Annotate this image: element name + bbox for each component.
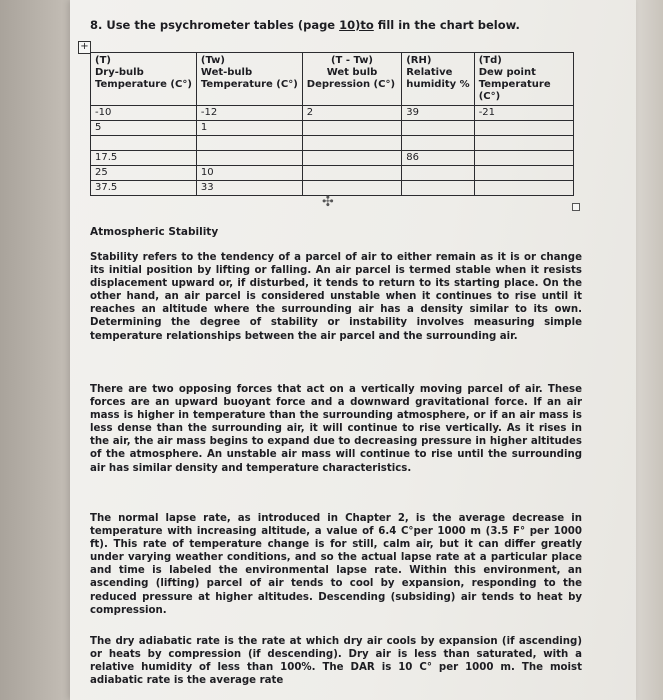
table-cell[interactable]: -21: [474, 106, 573, 121]
paragraph-dry-adiabatic: The dry adiabatic rate is the rate at which dry air cools by expansion (if ascending) or heats by compression (if descending). Dry air is less than saturated, with a relative humidity of less than 100%. The DAR is 10 C° per 1000 m. The moist adiabatic rate is the average rate: [90, 636, 582, 687]
table-row: [91, 106, 574, 121]
header-relative-humidity: (RH) Relative humidity %: [402, 53, 474, 106]
table-cell[interactable]: [402, 136, 474, 151]
section-title: Atmospheric Stability: [90, 226, 219, 238]
table-cell[interactable]: 17.5: [91, 151, 197, 166]
table-resize-handle[interactable]: [572, 203, 580, 211]
table-cell[interactable]: [302, 151, 401, 166]
table-row: [91, 166, 574, 181]
header-wet-bulb: (Tw) Wet-bulb Temperature (C°): [196, 53, 302, 106]
table-cell[interactable]: [302, 136, 401, 151]
table-row: [91, 121, 574, 136]
table-header-row: [91, 53, 574, 106]
header-dew-point: (Td) Dew point Temperature (C°): [474, 53, 573, 106]
table-row: [91, 136, 574, 151]
table-cell[interactable]: 5: [91, 121, 197, 136]
table-cell[interactable]: 37.5: [91, 181, 197, 196]
table-cell[interactable]: [402, 166, 474, 181]
paragraph-lapse-rate: The normal lapse rate, as introduced in Chapter 2, is the average decrease in temperature with increasing altitude, a value of 6.4 C°per 1000 m (3.5 F° per 1000 ft). This rate of temperature change is for still, calm air, but it can differ greatly under varying weather conditions, and so the actual lapse rate at a particular place and time is labeled the environmental lapse rate. Within this environment, an ascending (lifting) parcel of air tends to cool by expansion, responding to the reduced pressure at higher altitudes. Descending (subsiding) air tends to heat by compression.: [90, 513, 582, 616]
header-depression: (T - Tw) Wet bulb Depression (C°): [302, 53, 401, 106]
table-cell[interactable]: [474, 166, 573, 181]
table-move-handle-icon[interactable]: +: [78, 41, 91, 54]
table-cell[interactable]: 86: [402, 151, 474, 166]
paragraph-stability: Stability refers to the tendency of a parcel of air to either remain as it is or change its initial position by lifting or falling. An air parcel is termed stable when it resists displacement upward or, if disturbed, it tends to return to its starting place. On the other hand, an air parcel is considered unstable when it continues to rise until it reaches an altitude where the surrounding air has a density similar to its own. Determining the degree of stability or instability involves measuring simple temperature relationships between the air parcel and the surrounding air.: [90, 252, 582, 342]
background-edge-right: [636, 0, 663, 700]
move-cursor-icon: ✣: [322, 194, 334, 210]
table-cell[interactable]: 39: [402, 106, 474, 121]
table-cell[interactable]: [402, 181, 474, 196]
table-cell[interactable]: [91, 136, 197, 151]
header-dry-bulb: (T) Dry-bulb Temperature (C°): [91, 53, 197, 106]
table-cell[interactable]: [474, 181, 573, 196]
table-cell[interactable]: -10: [91, 106, 197, 121]
table-cell[interactable]: -12: [196, 106, 302, 121]
table-cell[interactable]: [302, 121, 401, 136]
table-cell[interactable]: [474, 136, 573, 151]
background-edge-left: [0, 0, 70, 700]
table-cell[interactable]: [196, 136, 302, 151]
table-cell[interactable]: [474, 151, 573, 166]
table-cell[interactable]: [302, 181, 401, 196]
table-cell[interactable]: 2: [302, 106, 401, 121]
table-cell[interactable]: 1: [196, 121, 302, 136]
table-cell[interactable]: 25: [91, 166, 197, 181]
table-cell[interactable]: [402, 121, 474, 136]
question-title: 8. Use the psychrometer tables (page 10)to fill in the chart below.: [90, 18, 520, 32]
table-cell[interactable]: [474, 121, 573, 136]
table-cell[interactable]: 10: [196, 166, 302, 181]
table-cell[interactable]: 33: [196, 181, 302, 196]
table-cell[interactable]: [196, 151, 302, 166]
table-row: [91, 151, 574, 166]
table-cell[interactable]: [302, 166, 401, 181]
psychrometer-chart-table: [90, 52, 574, 196]
paragraph-opposing-forces: There are two opposing forces that act on a vertically moving parcel of air. These forces are an upward buoyant force and a downward gravitational force. If an air mass is higher in temperature than the surrounding atmosphere, or if an air mass is less dense than the surrounding air, it will continue to rise vertically. As it rises in the air, the air mass begins to expand due to decreasing pressure in higher altitudes of the atmosphere. An unstable air mass will continue to rise until the surrounding air has similar density and temperature characteristics.: [90, 384, 582, 474]
